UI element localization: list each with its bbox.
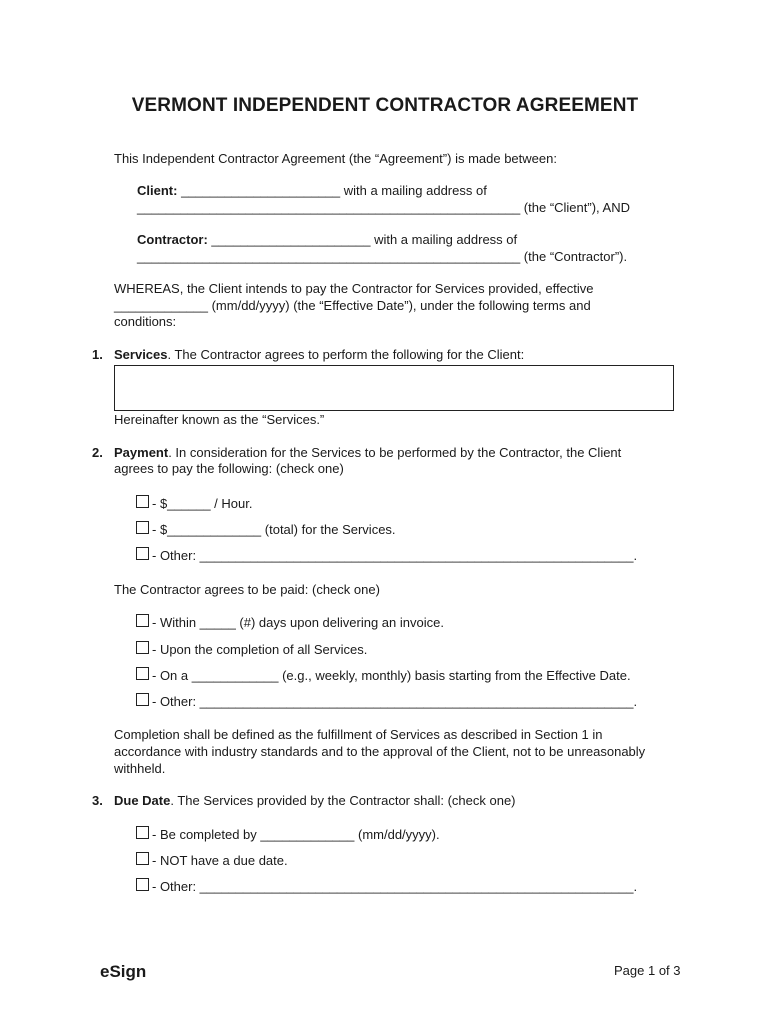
payment-other-label: - Other: ____________________________________________________________.	[152, 548, 638, 563]
payment-total-checkbox[interactable]	[136, 521, 149, 534]
intro-text: This Independent Contractor Agreement (the “Agreement”) is made between:	[114, 151, 557, 166]
payment-hourly-label: - $______ / Hour.	[152, 496, 253, 511]
due-date-by-label: - Be completed by _____________ (mm/dd/yyyy).	[152, 827, 440, 842]
section-3-number: 3.	[92, 793, 103, 808]
client-line-1	[137, 183, 487, 199]
paid-upon-completion-label: - Upon the completion of all Services.	[152, 642, 368, 657]
paid-upon-completion-checkbox[interactable]	[136, 641, 149, 654]
document-title: VERMONT INDEPENDENT CONTRACTOR AGREEMENT	[131, 95, 639, 116]
section-2-number: 2.	[92, 445, 103, 460]
paid-periodic-label: - On a ____________ (e.g., weekly, monthly) basis starting from the Effective Date.	[152, 668, 631, 683]
services-after-text: Hereinafter known as the “Services.”	[114, 412, 325, 427]
client-address-line[interactable]: _____________________________________________________ (the “Client”), AND	[137, 200, 630, 215]
paid-other-label: - Other: ____________________________________________________________.	[152, 694, 638, 709]
section-3-heading-line	[114, 793, 516, 809]
section-2-heading: Payment	[114, 445, 169, 460]
due-date-other-checkbox[interactable]	[136, 878, 149, 891]
services-input-box[interactable]	[114, 365, 674, 411]
contractor-name-blank[interactable]: ______________________ with a mailing address of	[207, 232, 518, 247]
section-1-text: . The Contractor agrees to perform the following for the Client:	[167, 347, 525, 362]
completion-line-1: Completion shall be defined as the fulfillment of Services as described in Section 1 in	[114, 727, 603, 742]
section-2-text-2: agrees to pay the following: (check one)	[114, 461, 344, 476]
section-3-heading: Due Date	[114, 793, 171, 808]
section-3-text: . The Services provided by the Contractor shall: (check one)	[170, 793, 516, 808]
section-1-heading-line	[114, 347, 524, 363]
completion-line-3: withheld.	[114, 761, 166, 776]
completion-line-2: accordance with industry standards and to the approval of the Client, not to be unreasonably	[114, 744, 646, 759]
client-name-blank[interactable]: ______________________ with a mailing address of	[177, 183, 487, 198]
contractor-label: Contractor:	[137, 232, 208, 247]
paid-intro-text: The Contractor agrees to be paid: (check one)	[114, 582, 380, 597]
payment-total-label: - $_____________ (total) for the Services.	[152, 522, 396, 537]
due-date-none-checkbox[interactable]	[136, 852, 149, 865]
payment-other-checkbox[interactable]	[136, 547, 149, 560]
whereas-line-3: conditions:	[114, 314, 177, 329]
whereas-line-2[interactable]: _____________ (mm/dd/yyyy) (the “Effective Date”), under the following terms and	[114, 298, 591, 313]
paid-periodic-checkbox[interactable]	[136, 667, 149, 680]
contractor-line-1	[137, 232, 517, 248]
paid-other-checkbox[interactable]	[136, 693, 149, 706]
paid-within-days-checkbox[interactable]	[136, 614, 149, 627]
due-date-by-checkbox[interactable]	[136, 826, 149, 839]
section-2-heading-line	[114, 445, 621, 461]
page-number: Page 1 of 3	[614, 963, 681, 978]
contractor-address-line[interactable]: _____________________________________________________ (the “Contractor”).	[137, 249, 628, 264]
paid-within-days-label: - Within _____ (#) days upon delivering an invoice.	[152, 615, 444, 630]
section-2-text-1: . In consideration for the Services to be performed by the Contractor, the Client	[168, 445, 622, 460]
whereas-line-1: WHEREAS, the Client intends to pay the Contractor for Services provided, effective	[114, 281, 594, 296]
client-label: Client:	[137, 183, 178, 198]
section-1-number: 1.	[92, 347, 103, 362]
due-date-none-label: - NOT have a due date.	[152, 853, 288, 868]
esign-logo: eSign	[100, 962, 147, 981]
due-date-other-label: - Other: ____________________________________________________________.	[152, 879, 638, 894]
section-1-heading: Services	[114, 347, 168, 362]
payment-hourly-checkbox[interactable]	[136, 495, 149, 508]
